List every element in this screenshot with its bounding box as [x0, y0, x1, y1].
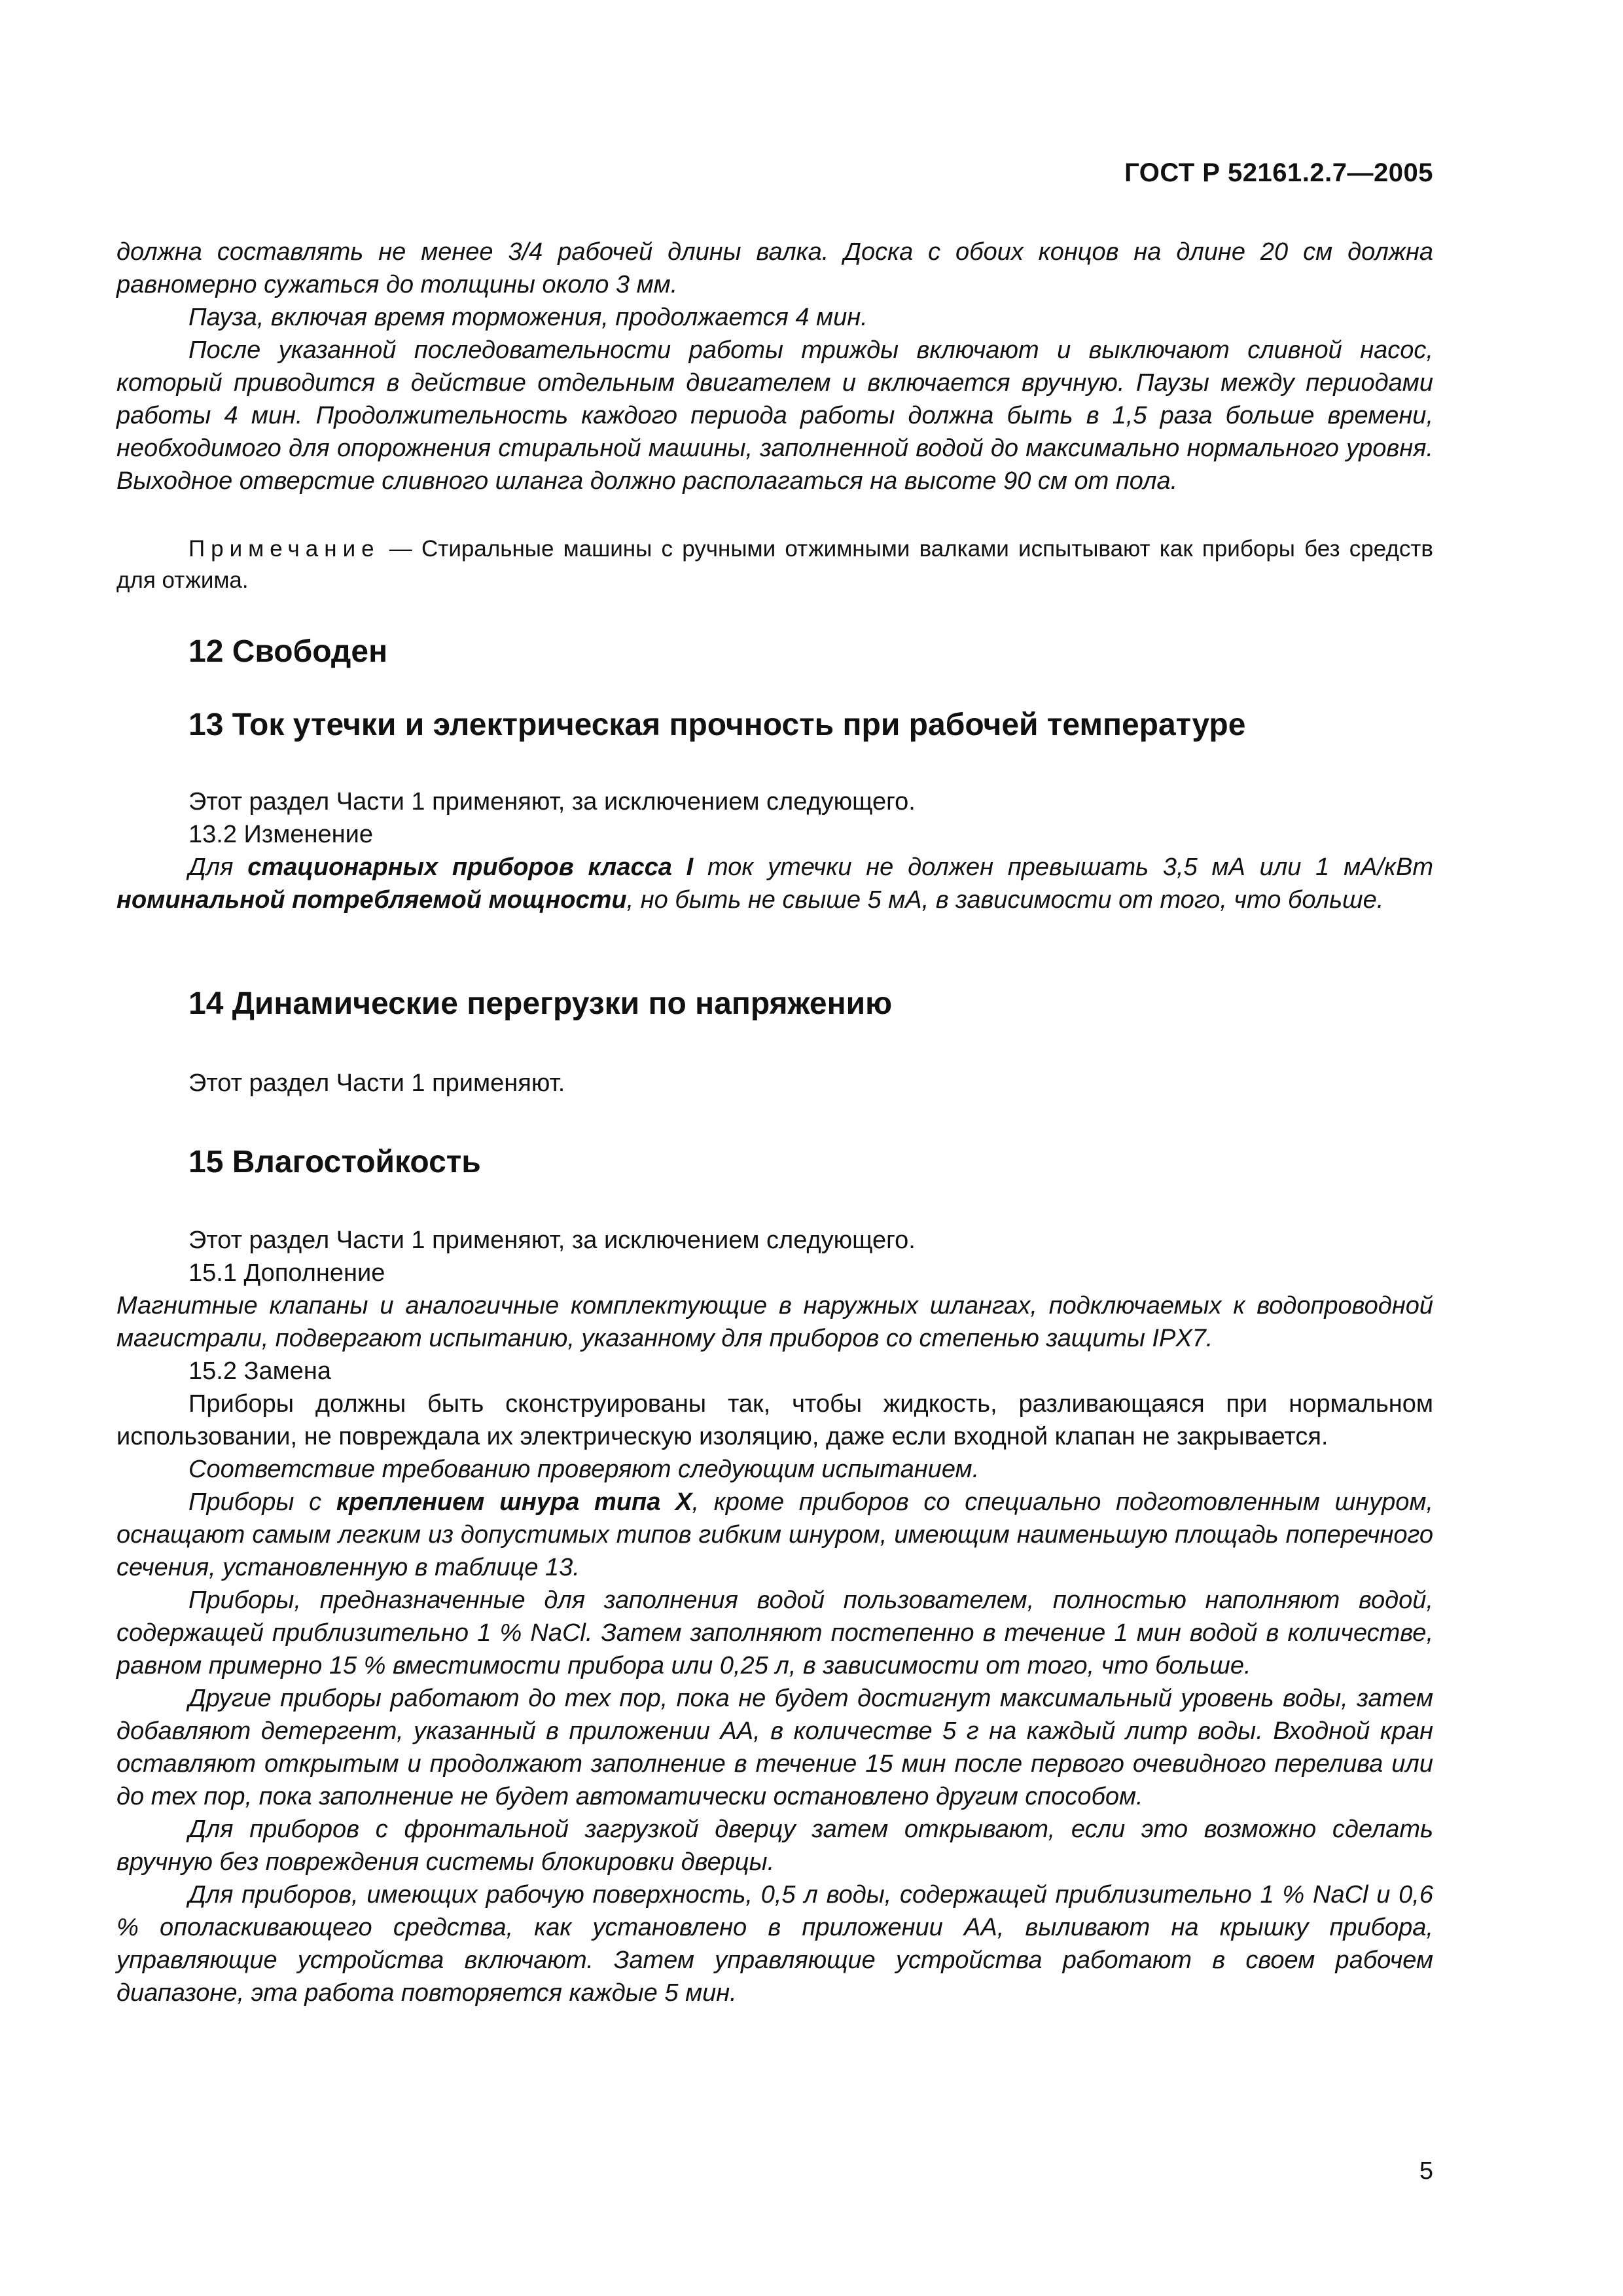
intro-paragraph-3: После указанной последовательности работы трижды включают и выключают сливной насос, который приводится в действие отдельным двигателем и включается вручную. Паузы между периодами работы 4 мин. Продолжительность каждого периода работы должна быть в 1,5 раза больше времени, необходимого для опорожнения стиральной машины, заполненной водой до максимально нормального уровня. Выходное отверстие сливного шланга должно располагаться на высоте 90 см от пола. — [116, 336, 1433, 495]
section-15-fill-user: Приборы, предназначенные для заполнения водой пользователем, полностью наполняют водой, содержащей приблизительно 1 % NaCl. Затем заполняют постепенно в течение 1 мин водой в количестве, равном примерно 15 % вместимости прибора или 0,25 л, в зависимости от того, что больше. — [116, 1587, 1433, 1679]
section-15-body — [116, 1224, 1433, 2009]
req-text-2: ток утечки не должен превышать 3,5 мА или 1 мА/кВт — [693, 853, 1433, 881]
section-15-replacement: Приборы должны быть сконструированы так, чтобы жидкость, разливающаяся при нормальном использовании, не повреждала их электрическую изоляцию, даже если входной клапан не закрывается. — [116, 1390, 1433, 1450]
section-15-compliance: Соответствие требованию проверяют следующим испытанием. — [188, 1456, 980, 1483]
section-15-subclause-1: 15.1 Дополнение — [188, 1259, 385, 1287]
section-15-front-loading: Для приборов с фронтальной загрузкой дверцу затем открывают, если это возможно сделать вручную без повреждения системы блокировки дверцы. — [116, 1816, 1433, 1876]
section-13-requirement — [116, 851, 1433, 916]
page-number: 5 — [1419, 2157, 1433, 2185]
req-text-3: , но быть не свыше 5 мА, в зависимости от того, что больше. — [626, 886, 1384, 914]
section-13-subclause: 13.2 Изменение — [188, 821, 373, 848]
note — [116, 533, 1433, 596]
section-13-title: 13 Ток утечки и электрическая прочность при рабочей температуре — [188, 708, 1246, 742]
section-15-title: 15 Влагостойкость — [188, 1145, 481, 1179]
note-text: — Стиральные машины с ручными отжимными валками испытывают как приборы без средств для отжима. — [116, 536, 1433, 593]
cord-text-2: , кроме приборов со специально подготовленным шнуром, оснащают самым легким из допустимых типов гибким шнуром, имеющим наименьшую площадь поперечного сечения, установленную в таблице 13. — [116, 1488, 1433, 1581]
section-14-body — [116, 1067, 1433, 1100]
intro-paragraph-2: Пауза, включая время торможения, продолжается 4 мин. — [188, 304, 868, 331]
cord-bold: креплением шнура типа X — [336, 1488, 692, 1516]
section-15-working-surface: Для приборов, имеющих рабочую поверхность, 0,5 л воды, содержащей приблизительно 1 % NaCl и 0,6 % ополаскивающего средства, как установлено в приложении АА, выливают на крышку прибора, управляющие устройства включают. Затем управляющие устройства работают в своем рабочем диапазоне, эта работа повторяется каждые 5 мин. — [116, 1881, 1433, 2007]
section-14-applicability: Этот раздел Части 1 применяют. — [188, 1069, 565, 1097]
note-label: Примечание — [188, 536, 380, 562]
section-15-other-appliances: Другие приборы работают до тех пор, пока не будет достигнут максимальный уровень воды, затем добавляют детергент, указанный в приложении АА, в количестве 5 г на каждый литр воды. Входной кран оставляют открытым и продолжают заполнение в течение 15 мин после первого очевидного перелива или до тех пор, пока заполнение не будет автоматически остановлено другим способом. — [116, 1685, 1433, 1810]
section-15-subclause-2: 15.2 Замена — [188, 1357, 331, 1385]
section-13-body — [116, 785, 1433, 916]
cord-text-1: Приборы с — [188, 1488, 336, 1516]
section-15-cord — [116, 1486, 1433, 1584]
req-bold-1: стационарных приборов класса I — [247, 853, 694, 881]
section-12-title: 12 Свободен — [188, 634, 388, 669]
section-15-applicability: Этот раздел Части 1 применяют, за исключением следующего. — [188, 1227, 916, 1254]
intro-paragraph-1: должна составлять не менее 3/4 рабочей длины валка. Доска с обоих концов на длине 20 см должна равномерно сужаться до толщины около 3 мм. — [116, 238, 1433, 298]
section-13-applicability: Этот раздел Части 1 применяют, за исключением следующего. — [188, 788, 916, 816]
section-15-addition: Магнитные клапаны и аналогичные комплектующие в наружных шлангах, подключаемых к водопроводной магистрали, подвергают испытанию, указанному для приборов со степенью защиты IPX7. — [116, 1292, 1433, 1352]
req-text-1: Для — [188, 853, 248, 881]
document-id: ГОСТ Р 52161.2.7—2005 — [1124, 158, 1433, 187]
req-bold-2: номинальной потребляемой мощности — [116, 886, 627, 914]
intro-block — [116, 236, 1433, 497]
section-14-title: 14 Динамические перегрузки по напряжению — [188, 986, 893, 1021]
